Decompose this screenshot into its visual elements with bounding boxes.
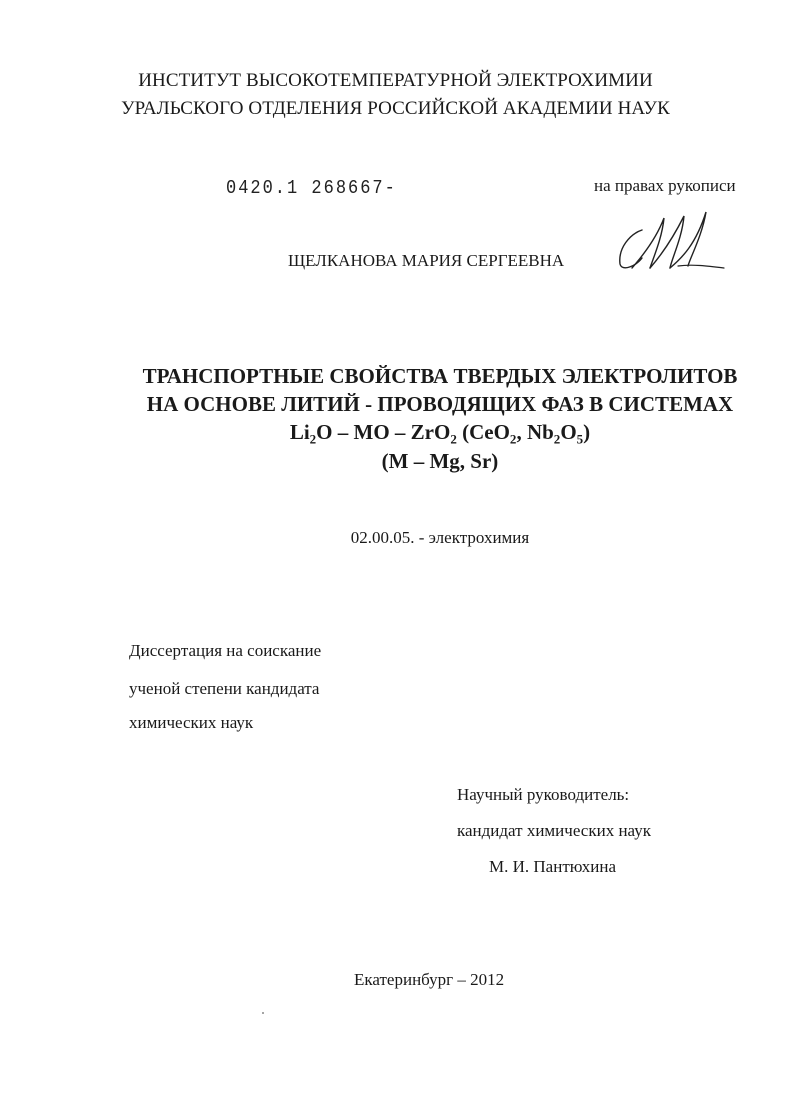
signature-icon [612, 208, 730, 280]
title-line-2: НА ОСНОВЕ ЛИТИЙ - ПРОВОДЯЩИХ ФАЗ В СИСТЕМАХ [146, 392, 734, 416]
degree-line-2: ученой степени кандидата [129, 679, 320, 698]
degree-line-3: химических наук [129, 713, 254, 732]
title-formula: $Li_2O$ – MO – ZrO$_2$ (CeO$_2$, $Nb_2O_5$) [289, 420, 591, 447]
title-line-1: ТРАНСПОРТНЫЕ СВОЙСТВА ТВЕРДЫХ ЭЛЕКТРОЛИТОВ [142, 364, 738, 388]
degree-line-1: Диссертация на соискание [129, 641, 322, 660]
author-name: ЩЕЛКАНОВА МАРИЯ СЕРГЕЕВНА [288, 251, 565, 270]
institute-line-1: ИНСТИТУТ ВЫСОКОТЕМПЕРАТУРНОЙ ЭЛЕКТРОХИМИИ [138, 70, 653, 91]
city-year: Екатеринбург – 2012 [354, 970, 505, 989]
registration-number: 0420.1 268667- [226, 178, 397, 200]
supervisor-name: М. И. Пантюхина [489, 857, 617, 876]
scan-speck [262, 1012, 264, 1014]
institute-line-2: УРАЛЬСКОГО ОТДЕЛЕНИЯ РОССИЙСКОЙ АКАДЕМИИ НАУК [121, 98, 670, 119]
supervisor-rank: кандидат химических наук [457, 821, 651, 840]
title-line-4: (M – Mg, Sr) [381, 449, 499, 473]
manuscript-rights: на правах рукописи [594, 176, 736, 195]
specialty: 02.00.05. - электрохимия [350, 528, 530, 547]
supervisor-label: Научный руководитель: [457, 785, 630, 804]
